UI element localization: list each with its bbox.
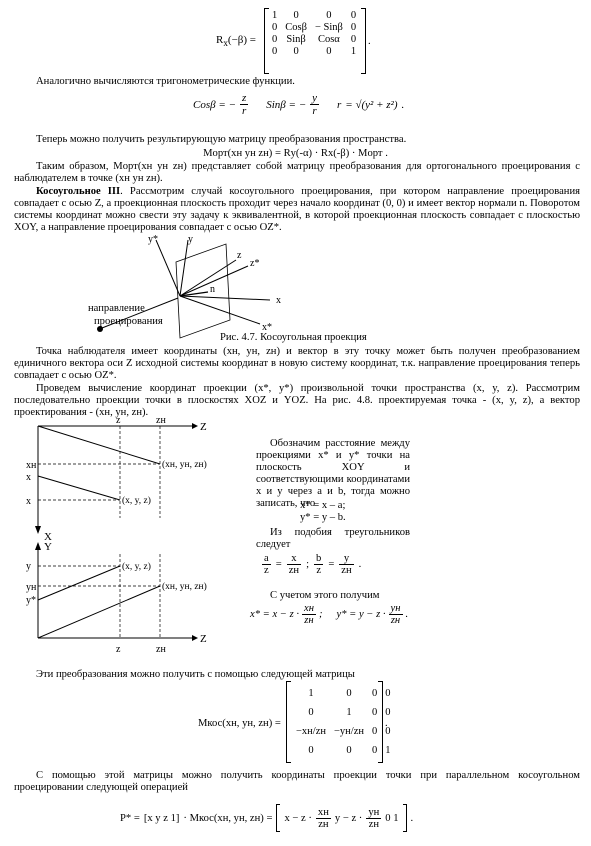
label-z: z [237,250,242,261]
label-z-bottom: z [116,644,121,655]
mkos-cell: 0 [385,706,391,718]
label-ystar: y* [26,595,36,606]
rx-lhs [216,34,256,48]
mkos-cell: −xн/zн [296,725,326,737]
final-r1-num: xн [317,806,329,818]
arrow-x-top [35,526,41,534]
eq-sign-1: = [275,559,282,570]
para-oblique-bold: Косоугольное III [36,186,121,197]
projection-ray-1 [38,426,160,464]
result-y: y* = y − z · [336,609,386,620]
label-x-star-side: x [26,472,31,483]
frac-a-num: a [264,553,269,564]
final-r2-num: yн [368,806,380,818]
projection-plane [176,244,230,338]
rx-cell: 0 [272,34,278,45]
mkos-cell: 0 [372,744,378,756]
side-eq-2: y* = y – b. [300,512,346,523]
trig-tail: . [401,98,405,111]
mkos-cell: 1 [346,706,352,718]
result-y-den: zн [390,615,401,626]
label-x: x [276,295,281,306]
rx-cell: 1 [350,46,357,57]
mkos-cell: 0 [346,744,352,756]
mkos-cell: 0 [372,725,378,737]
result-end: . [405,609,409,620]
mkos-cell: 0 [372,706,378,718]
label-ystar: y* [148,234,158,245]
rx-cell: 1 [272,10,278,21]
para-compute: Проведем вычисление координат проекции (x*, y*) произвольной точки пространства (x, y, z). Рассмотрим последовательно проекции точки в плоскостях XOZ и YOZ. На рис. 4.8. проектируемая точка - (x, y, z), а вектор проектирования - (xн, yн, zн). [14,383,580,418]
rx-tail: . [368,36,371,47]
side-text-2: Из подобия треугольников следует [256,527,410,550]
axis-x [180,296,270,300]
rx-cell: Cosα [317,34,340,45]
eq-sign-2: = [328,559,335,570]
rx-lhs-arg: (−β) = [227,34,257,46]
frac-y-num: y [339,553,353,565]
frac-a-z [262,553,271,576]
final-r1: x − z · [284,812,312,824]
label-point-xyz: (x, y, z) [122,496,151,506]
mkos-row [292,703,395,722]
rx-cell: 0 [293,10,299,21]
mkos-cell: 1 [308,687,314,699]
rx-cell: 0 [350,22,357,33]
mkos-matrix [292,684,395,760]
projection-ray-4 [38,586,160,638]
mkos-cell: 0 [385,687,391,699]
frac-a-den: z [264,565,269,576]
label-zstar: z* [250,258,260,269]
label-y: y [188,234,193,245]
final-bracket-right [403,804,407,832]
figure-xoz [20,418,230,543]
rx-cell: 0 [350,10,357,21]
rx-cell: 0 [326,10,332,21]
mkos-row [292,722,395,741]
final-r1-frac [316,807,331,830]
final-r2-den: zн [368,818,379,830]
result-x: x* = x − z · [250,609,300,620]
label-X-axis: X [44,531,52,543]
mkos-cell: 0 [372,687,378,699]
label-Z-top: Z [200,421,207,433]
final-vec: [x y z 1] [143,812,180,824]
frac-b-den: z [316,565,322,576]
axis-xstar [180,296,260,324]
axis-y [180,240,188,296]
projection-ray-3 [38,566,120,600]
mkos-cell: −yн/zн [334,725,364,737]
mkos-cell: 0 [346,687,352,699]
trig-cos-frac [240,92,248,117]
end-dot: . [358,559,362,570]
para-analog: Аналогично вычисляются тригонометрические функции. [36,76,295,87]
para-observer: Точка наблюдателя имеет координаты (xн, yн, zн) и вектор в эту точку может быть получен преобразованием единичного вектора оси Z исходной системы координат в новую систему координат, т.к. направление проецирования теперь совпадает с осью OZ*. [14,346,580,381]
formula-mort: Mорт(xн yн zн) = Rу(-α) · Rх(-β) · Mорт . [203,148,388,159]
label-point-observer: (xн, yн, zн) [162,460,207,470]
trig-cos-num: z [241,92,247,104]
side-similar-triangles [262,553,361,576]
para-thus: Таким образом, Mорт(xн yн zн) представляет собой матрицу преобразования для ортогонального проецирования с наблюдателем в точке (xн yн zн). [14,161,580,184]
trig-rx: r [337,98,342,111]
label-y: y [26,561,31,572]
rx-cell: Sinβ [286,34,306,45]
separator: ; [306,559,310,570]
label-n: n [210,284,215,295]
para-oblique-text: . Рассмотрим случай косоугольного проецирования, при котором направление проецирования совпадает с осью Z, а проекционная плоскость проходит через начало координат (0, 0) и имеет вектор нормали n. Поворотом системы координат можно свести эту задачу к эквивалентной, в которой проекционная плоскость совпадает с плоскостью XOY, а направление проецирования совпадает с осью OZ*. [14,186,580,233]
rx-lhs-text: R [216,34,224,46]
label-point-xyz-bottom: (x, y, z) [122,562,151,572]
trig-sin-den: r [312,105,317,117]
final-r2: y − z · [334,812,363,824]
label-direction-2: проецирования [94,316,163,327]
mkos-row [292,684,395,703]
frac-b-num: b [316,553,322,564]
figure-caption-4-7: Рис. 4.7. Косоугольная проекция [220,332,367,343]
side-eq-1: x* = x – a; [300,500,346,511]
label-xstar: x* [262,322,272,333]
rx-row [268,46,360,58]
mkos-cell: 0 [385,725,391,737]
projection-ray-2 [38,476,120,500]
frac-b-z [314,553,323,576]
para-final-intro: С помощью этой матрицы можно получить координаты проекции точки при параллельном косоугольном проецировании следующей операцией [14,770,580,793]
label-xn: xн [26,460,37,471]
label-zn-top: zн [156,418,166,426]
mkos-cell: 0 [308,744,314,756]
result-x-num: xн [304,603,314,614]
final-formula [120,804,413,832]
trig-sin: Sinβ = − [266,98,307,111]
mkos-cell: 0 [308,706,314,718]
rx-cell: 0 [350,34,357,45]
rx-cell: 0 [326,46,332,57]
trig-sin-frac [310,92,319,117]
rx-cell: 0 [272,46,278,57]
para-oblique [14,186,580,234]
rx-cell: 0 [293,46,299,57]
final-mid: · Mкос(xн, yн, zн) = [183,812,273,824]
label-Y-axis: Y [44,541,52,553]
trig-rx-eq: = √(y² + z²) [345,98,398,111]
result-x-frac [302,603,316,626]
rx-matrix [268,10,360,58]
frac-x-num: x [287,553,301,565]
label-point-observer-bottom: (xн, yн, zн) [162,582,207,592]
mkos-lhs: Mкос(xн, yн, zн) = [198,718,281,729]
result-y-frac [389,603,403,626]
frac-y-zn [339,553,353,576]
para-result: Теперь можно получить результирующую матрицу преобразования пространства. [36,134,407,145]
label-Z-bottom: Z [200,633,207,645]
trig-formulas [193,92,404,117]
final-r2-frac [366,807,381,830]
final-r3: 0 1 [385,812,399,824]
rx-row [268,34,360,46]
mkos-row [292,741,395,760]
rx-cell: − Sinβ [314,22,343,33]
figure-yoz [20,540,230,660]
mkos-cell: 1 [385,744,391,756]
label-zn-bottom: zн [156,644,166,655]
arrow-z-top [192,423,198,429]
label-z-top: z [116,418,121,426]
result-x-den: zн [304,615,314,626]
final-tail: . [410,812,414,824]
side-text-3: С учетом этого получим [270,590,380,601]
mkos-tail: . [385,718,388,729]
rx-cell: 0 [272,22,278,33]
arrow-y-bottom [35,542,41,550]
frac-x-den: zн [288,565,300,576]
frac-x-zn [287,553,301,576]
para-matrix-intro: Эти преобразования можно получить с помощью следующей матрицы [36,669,355,680]
final-r1-den: zн [318,818,329,830]
rx-cell: Cosβ [285,22,307,33]
rx-row [268,10,360,22]
final-bracket-left [276,804,280,832]
side-text-1: Обозначим расстояние между проекциями x* и y* точки на плоскость XOY и соответствующими координатами x и y через a и b, тогда можно записать, что [256,438,410,509]
rx-row [268,22,360,34]
label-x: x [26,496,31,507]
final-lhs: P* = [120,812,140,824]
trig-cos-den: r [241,105,247,117]
label-direction-1: направление [88,303,145,314]
result-y-num: yн [390,603,401,614]
arrow-z-bottom [192,635,198,641]
rx-bracket-right [361,8,366,74]
frac-y-den: zн [341,565,352,576]
mkos-bracket-left [286,681,291,763]
trig-sin-num: y [312,92,318,104]
rx-lhs-sub: x [223,38,228,49]
side-result: x* = x − z · $\frac{xн}{zн}$ ; y* = y − z · $\frac{yн}{zн}$ . [250,603,409,626]
label-yn: yн [26,582,37,593]
trig-cos: Cosβ = − [193,98,236,111]
